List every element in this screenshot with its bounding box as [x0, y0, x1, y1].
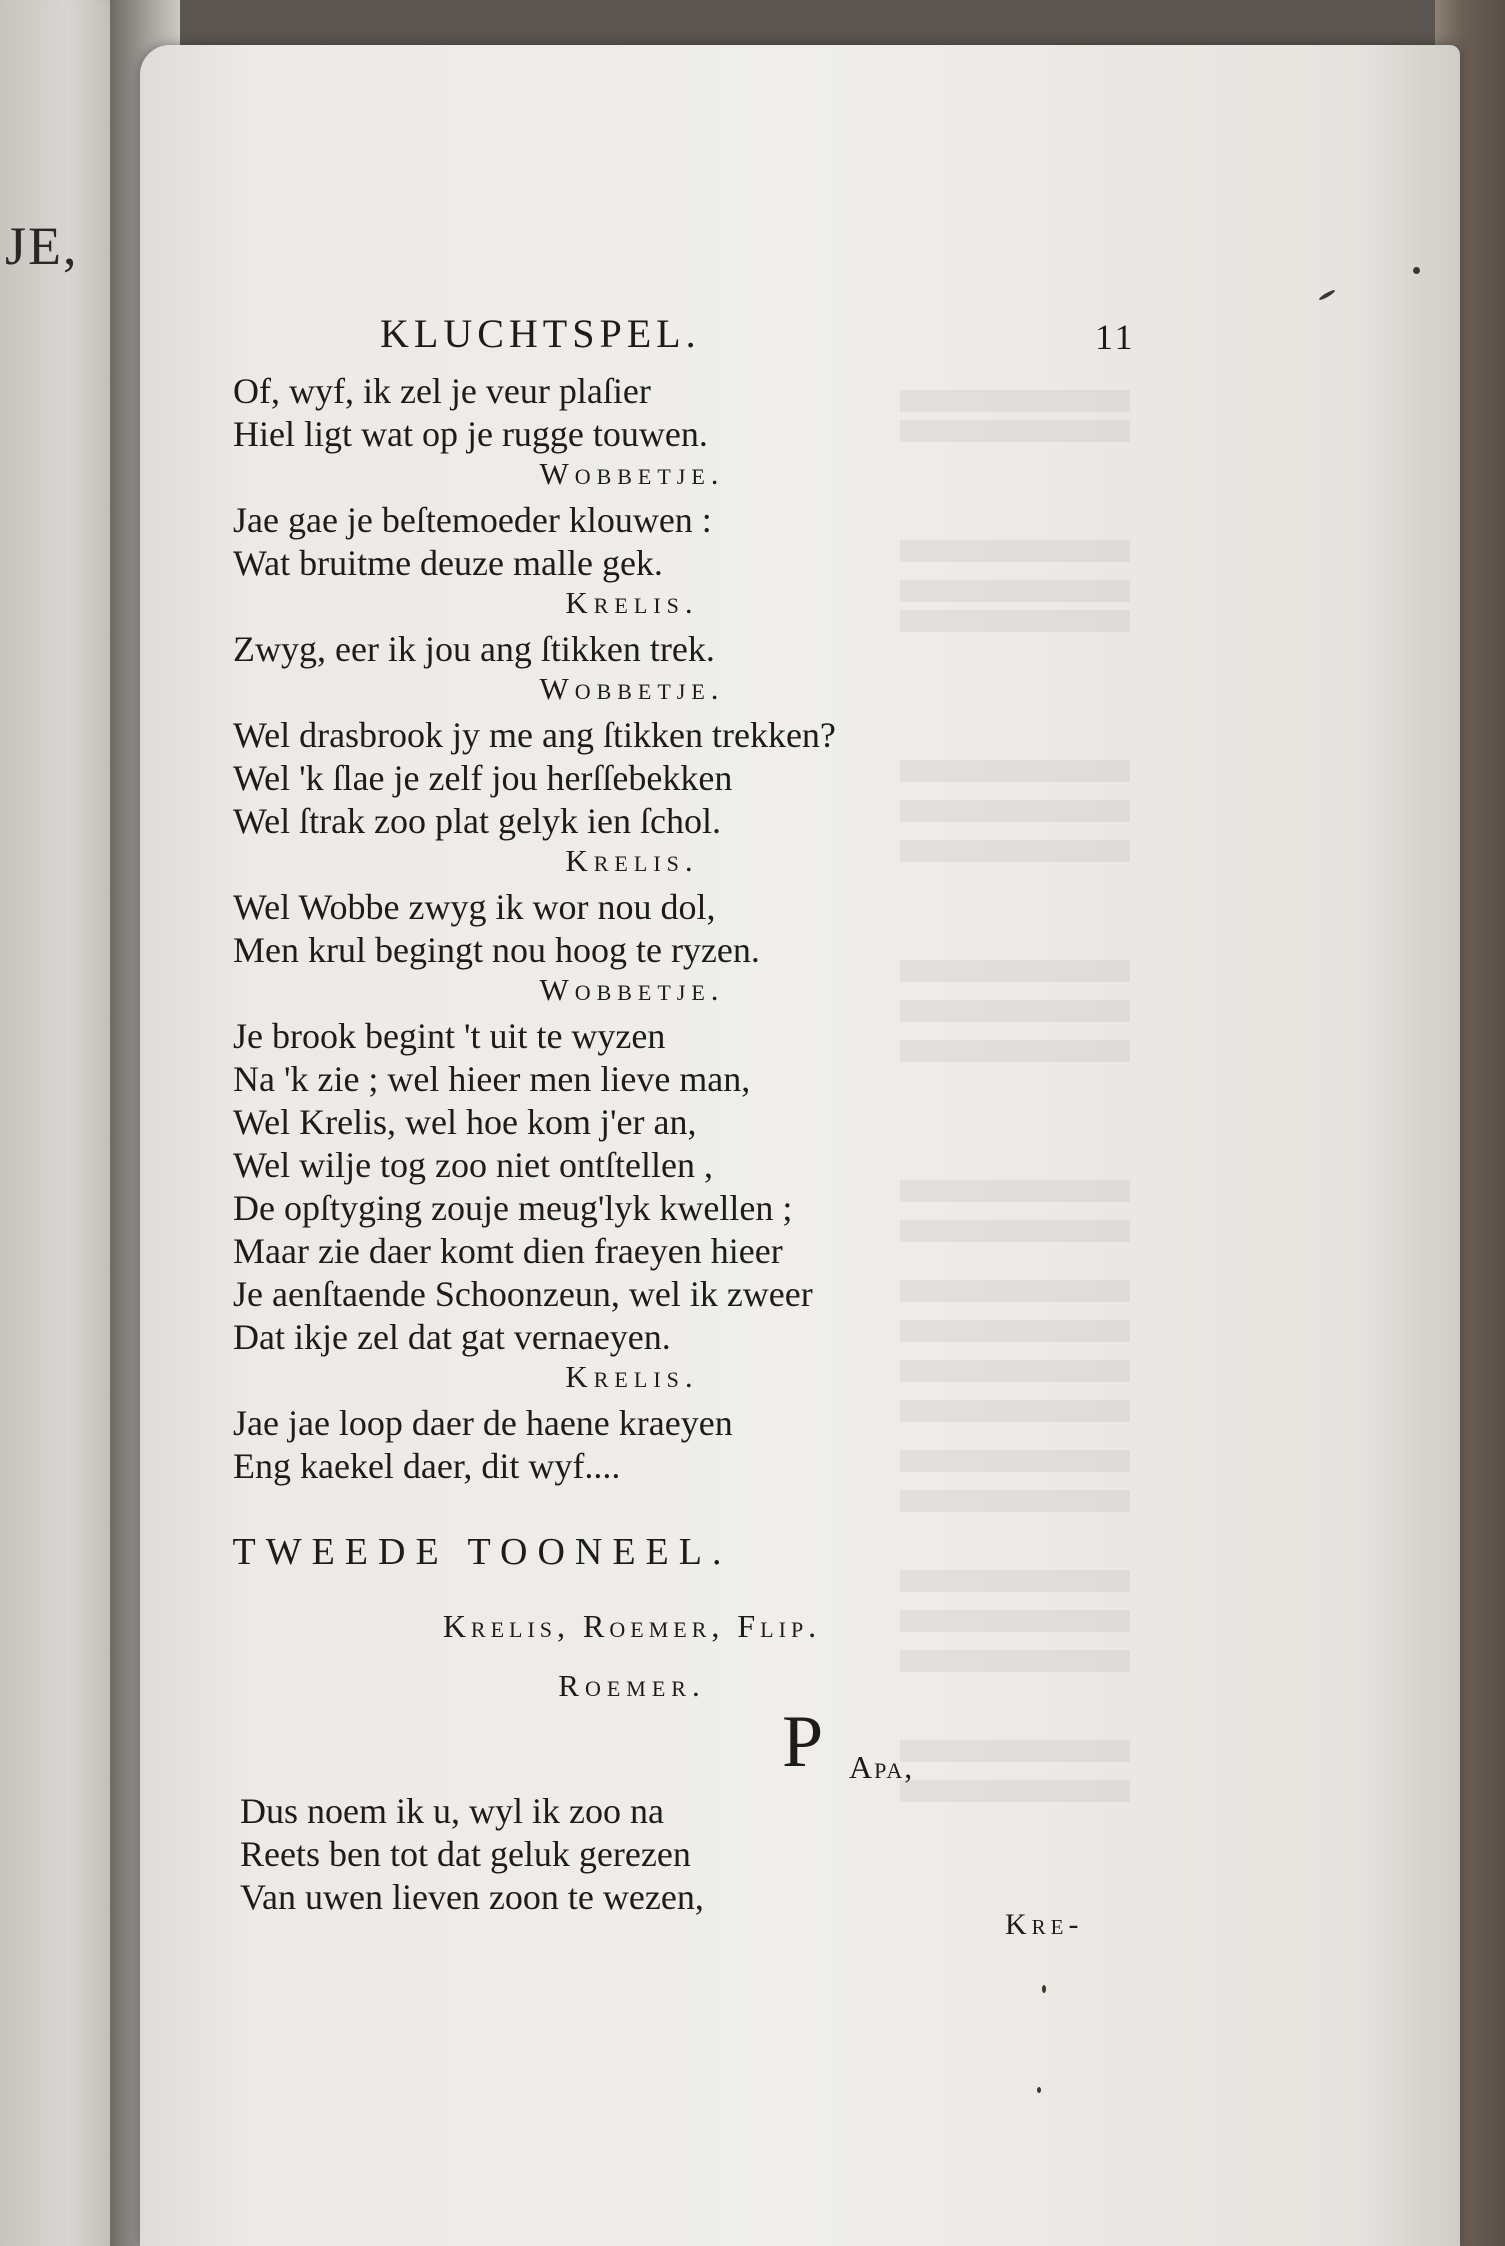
scene-characters: Krelis, Roemer, Flip. — [442, 1608, 822, 1644]
bleed-through-line — [900, 800, 1130, 822]
bleed-through-line — [900, 1570, 1130, 1592]
bleed-through-line — [900, 420, 1130, 442]
bleed-through-line — [900, 390, 1130, 412]
bleed-through-line — [900, 580, 1130, 602]
bleed-through-line — [900, 1040, 1130, 1062]
running-head: KLUCHTSPEL. — [380, 311, 701, 356]
speaker-label: Krelis. — [565, 843, 699, 878]
verse-line: Zwyg, eer ik jou ang ſtikken trek. — [233, 629, 715, 669]
verse-line: Je brook begint 't uit te wyzen — [233, 1016, 666, 1056]
bleed-through-line — [900, 1650, 1130, 1672]
speaker-label: Krelis. — [565, 585, 699, 620]
verse-line: Wel 'k ſlae je zelf jou herſſebekken — [233, 758, 733, 798]
verse-line: Jae gae je beſtemoeder klouwen : — [233, 500, 712, 540]
bleed-through-line — [900, 1780, 1130, 1802]
verse-line: Wel ſtrak zoo plat gelyk ien ſchol. — [233, 801, 721, 841]
verse-line: Wel Wobbe zwyg ik wor nou dol, — [233, 887, 716, 927]
verse-line: Van uwen lieven zoon te wezen, — [240, 1877, 704, 1917]
drop-cap: P — [782, 1701, 824, 1783]
verse-line: Wat bruitme deuze malle gek. — [233, 543, 663, 583]
verse-line: Wel Krelis, wel hoe kom j'er an, — [233, 1102, 697, 1142]
bleed-through-line — [900, 1320, 1130, 1342]
speaker-label: Krelis. — [565, 1359, 699, 1394]
verse-line: Dat ikje zel dat gat vernaeyen. — [233, 1317, 671, 1357]
bleed-through-line — [900, 960, 1130, 982]
verse-line: Na 'k zie ; wel hieer men lieve man, — [233, 1059, 751, 1099]
verse-line: Eng kaekel daer, dit wyf.... — [233, 1446, 621, 1486]
bleed-through-line — [900, 1450, 1130, 1472]
verse-line: Wel drasbrook jy me ang ſtikken trekken? — [233, 715, 836, 755]
page-number: 11 — [1095, 317, 1136, 357]
bleed-through-line — [900, 1740, 1130, 1762]
verse-line: Je aenſtaende Schoonzeun, wel ik zweer — [233, 1274, 813, 1314]
paper-speck — [1037, 2087, 1041, 2093]
paper-speck — [1413, 267, 1420, 274]
bleed-through-line — [900, 840, 1130, 862]
verse-line: Wel wilje tog zoo niet ontſtellen , — [233, 1145, 713, 1185]
verse-line: Jae jae loop daer de haene kraeyen — [233, 1403, 733, 1443]
bleed-through-line — [900, 1000, 1130, 1022]
bleed-through-line — [900, 1360, 1130, 1382]
verse-line: Dus noem ik u, wyl ik zoo na — [240, 1791, 664, 1831]
speaker-label: Wobbetje. — [539, 972, 725, 1007]
bleed-through-line — [900, 760, 1130, 782]
paper-speck — [1042, 1985, 1046, 1993]
left-page-fragment: JE, — [5, 216, 79, 276]
verse-line: Of, wyf, ik zel je veur plaſier — [233, 371, 651, 411]
verse-line: Maar zie daer komt dien fraeyen hieer — [233, 1231, 783, 1271]
bleed-through-line — [900, 1220, 1130, 1242]
bleed-through-line — [900, 1280, 1130, 1302]
verse-line: Hiel ligt wat op je rugge touwen. — [233, 414, 708, 454]
speaker-label: Roemer. — [558, 1668, 706, 1703]
verse-line: Reets ben tot dat geluk gerezen — [240, 1834, 691, 1874]
bleed-through-line — [900, 1610, 1130, 1632]
speaker-label: Wobbetje. — [539, 671, 725, 706]
scene-heading: TWEEDE TOONEEL. — [232, 1531, 732, 1573]
verse-line: De opſtyging zouje meug'lyk kwellen ; — [233, 1188, 793, 1228]
bleed-through-line — [900, 610, 1130, 632]
speaker-label: Wobbetje. — [539, 456, 725, 491]
bleed-through-line — [900, 1180, 1130, 1202]
catchword: Kre- — [1005, 1908, 1084, 1941]
verse-line: Men krul begingt nou hoog te ryzen. — [233, 930, 760, 970]
bleed-through-line — [900, 540, 1130, 562]
bleed-through-line — [900, 1490, 1130, 1512]
drop-cap-tail: Apa, — [849, 1749, 915, 1785]
bleed-through-line — [900, 1400, 1130, 1422]
